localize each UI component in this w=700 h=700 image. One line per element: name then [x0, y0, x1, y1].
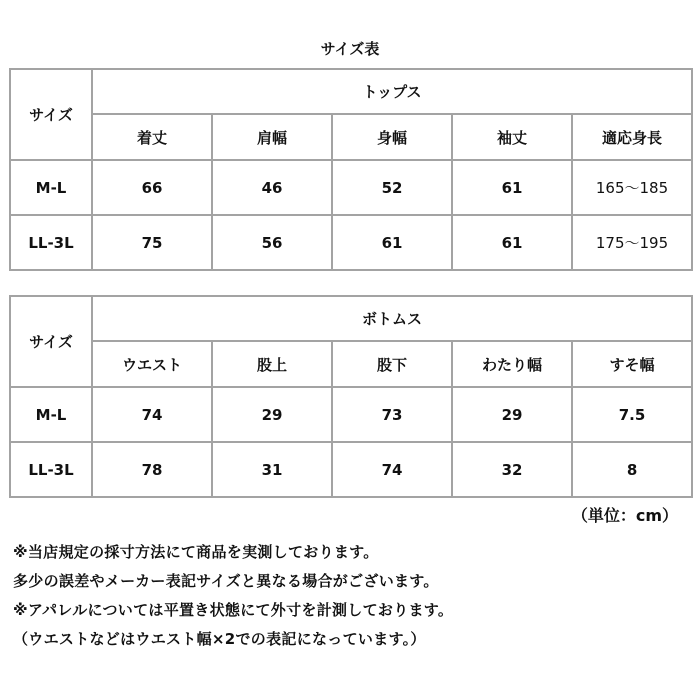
column-header: すそ幅	[572, 341, 692, 387]
table-cell: 61	[332, 215, 452, 270]
note-line: 多少の誤差やメーカー表記サイズと異なる場合がございます。	[13, 572, 439, 590]
size-header: サイズ	[10, 69, 92, 160]
column-header: 適応身長	[572, 114, 692, 160]
table-cell: 8	[572, 442, 692, 497]
column-header: 肩幅	[212, 114, 332, 160]
unit-label: （単位：cm）	[571, 506, 678, 525]
table-cell: 74	[92, 387, 212, 442]
notes	[13, 538, 693, 654]
note-line: ※アパレルについては平置き状態にて外寸を計測しております。	[13, 601, 454, 619]
column-header: 股上	[212, 341, 332, 387]
table-cell: 78	[92, 442, 212, 497]
row-size-label: LL-3L	[10, 442, 92, 497]
table-cell: 73	[332, 387, 452, 442]
group-header-tops: トップス	[92, 69, 692, 114]
column-header: 股下	[332, 341, 452, 387]
table-row	[10, 387, 692, 442]
row-size-label: M-L	[10, 160, 92, 215]
table-cell: 56	[212, 215, 332, 270]
column-header: 袖丈	[452, 114, 572, 160]
row-size-label: M-L	[10, 387, 92, 442]
table-cell: 31	[212, 442, 332, 497]
table-cell: 29	[212, 387, 332, 442]
column-header: 身幅	[332, 114, 452, 160]
column-header: わたり幅	[452, 341, 572, 387]
table-cell: 32	[452, 442, 572, 497]
table-cell: 75	[92, 215, 212, 270]
row-size-label: LL-3L	[10, 215, 92, 270]
size-header: サイズ	[10, 296, 92, 387]
table-cell: 7.5	[572, 387, 692, 442]
table-cell: 61	[452, 160, 572, 215]
table-row	[10, 442, 692, 497]
page-title: サイズ表	[320, 40, 380, 58]
table-cell: 46	[212, 160, 332, 215]
note-line: ※当店規定の採寸方法にて商品を実測しております。	[13, 543, 379, 561]
table-row	[10, 215, 692, 270]
group-header-bottoms: ボトムス	[92, 296, 692, 341]
table-cell: 61	[452, 215, 572, 270]
note-line: （ウエストなどはウエスト幅×2での表記になっています。）	[13, 630, 426, 648]
bottoms-size-table	[9, 295, 693, 498]
table-cell: 175〜195	[572, 215, 692, 270]
table-cell: 66	[92, 160, 212, 215]
table-cell: 29	[452, 387, 572, 442]
tops-size-table	[9, 68, 693, 271]
table-cell: 165〜185	[572, 160, 692, 215]
table-cell: 74	[332, 442, 452, 497]
column-header: ウエスト	[92, 341, 212, 387]
table-row	[10, 160, 692, 215]
column-header: 着丈	[92, 114, 212, 160]
table-cell: 52	[332, 160, 452, 215]
